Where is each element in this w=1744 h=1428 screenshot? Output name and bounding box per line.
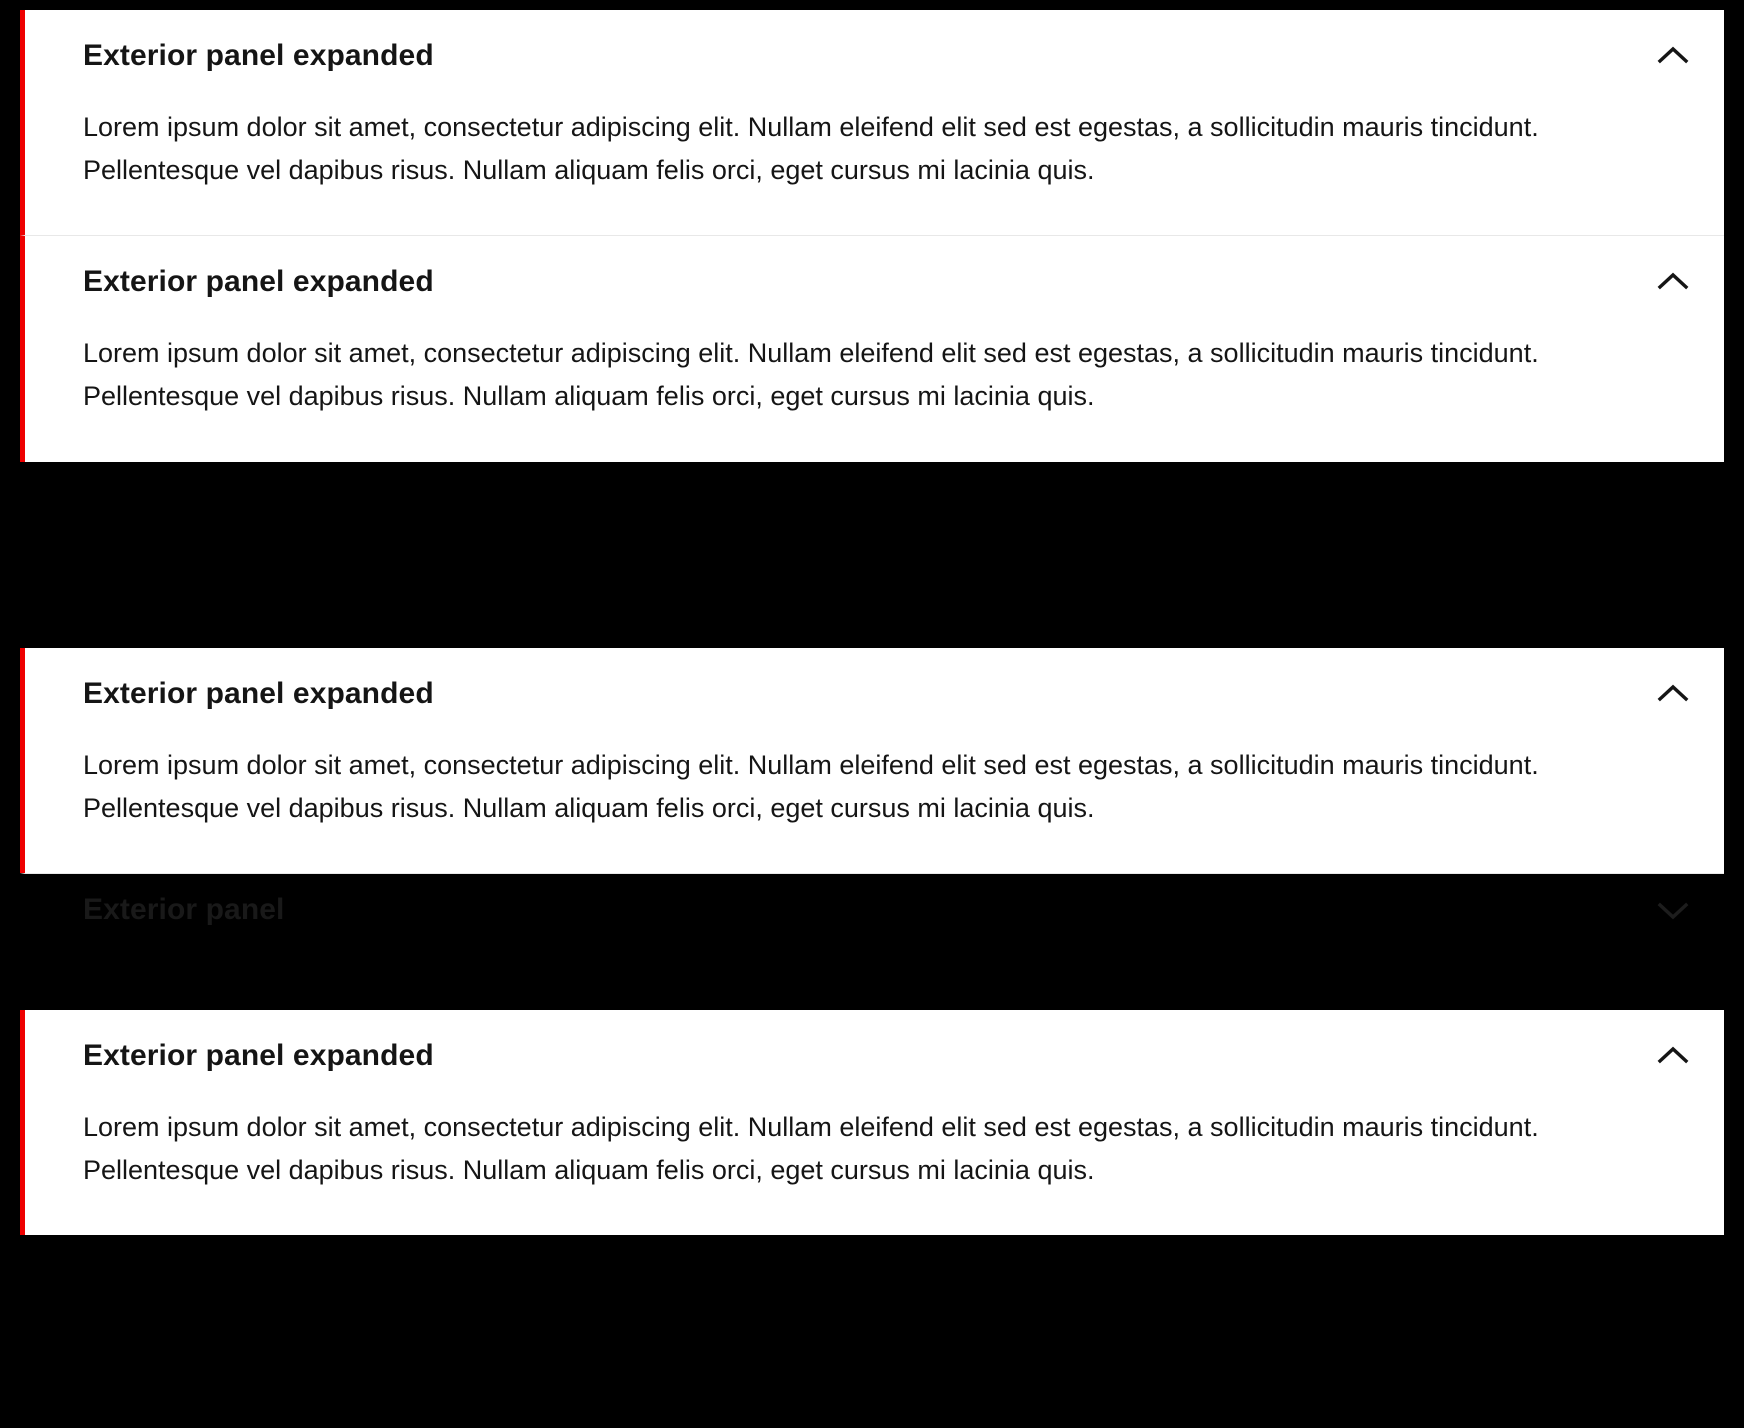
accordion-body-text: Lorem ipsum dolor sit amet, consectetur adipiscing elit. Nullam eleifend elit sed est egestas, a sollicitudin mauris tincidunt. Pellentesque vel dapibus risus. Nullam aliquam felis orci, eget cursus mi lacinia quis. <box>83 750 1539 823</box>
accordion-panel <box>20 235 1724 461</box>
accordion-panel-collapsed <box>20 873 1724 946</box>
accordion-header-toggle[interactable] <box>25 874 1724 946</box>
chevron-up-icon[interactable] <box>1656 677 1690 711</box>
accordion-group-2 <box>20 648 1724 946</box>
accordion-body-text: Lorem ipsum dolor sit amet, consectetur adipiscing elit. Nullam eleifend elit sed est egestas, a sollicitudin mauris tincidunt. Pellentesque vel dapibus risus. Nullam aliquam felis orci, eget cursus mi lacinia quis. <box>83 112 1539 185</box>
accordion-header-toggle[interactable] <box>25 1010 1724 1096</box>
accordion-header-toggle[interactable] <box>25 648 1724 734</box>
accordion-title: Exterior panel <box>83 893 285 927</box>
accordion-body-text: Lorem ipsum dolor sit amet, consectetur adipiscing elit. Nullam eleifend elit sed est egestas, a sollicitudin mauris tincidunt. Pellentesque vel dapibus risus. Nullam aliquam felis orci, eget cursus mi lacinia quis. <box>83 338 1539 411</box>
accordion-panel <box>20 648 1724 873</box>
accordion-body <box>25 96 1724 235</box>
chevron-up-icon[interactable] <box>1656 265 1690 299</box>
accordion-title: Exterior panel expanded <box>83 265 434 299</box>
chevron-up-icon[interactable] <box>1656 1039 1690 1073</box>
accordion-panel <box>20 10 1724 235</box>
chevron-down-icon[interactable] <box>1656 893 1690 927</box>
accordion-group-1 <box>20 10 1724 462</box>
accordion-title: Exterior panel expanded <box>83 39 434 72</box>
accordion-panel <box>20 1010 1724 1235</box>
accordion-title: Exterior panel expanded <box>83 1039 434 1072</box>
accordion-body <box>25 734 1724 873</box>
chevron-up-icon[interactable] <box>1656 39 1690 73</box>
accordion-group-3 <box>20 1010 1724 1235</box>
accordion-title: Exterior panel expanded <box>83 677 434 710</box>
accordion-body <box>25 1096 1724 1235</box>
accordion-header-toggle[interactable] <box>25 236 1724 322</box>
accordion-body <box>25 322 1724 461</box>
accordion-header-toggle[interactable] <box>25 10 1724 96</box>
accordion-body-text: Lorem ipsum dolor sit amet, consectetur adipiscing elit. Nullam eleifend elit sed est egestas, a sollicitudin mauris tincidunt. Pellentesque vel dapibus risus. Nullam aliquam felis orci, eget cursus mi lacinia quis. <box>83 1112 1539 1185</box>
